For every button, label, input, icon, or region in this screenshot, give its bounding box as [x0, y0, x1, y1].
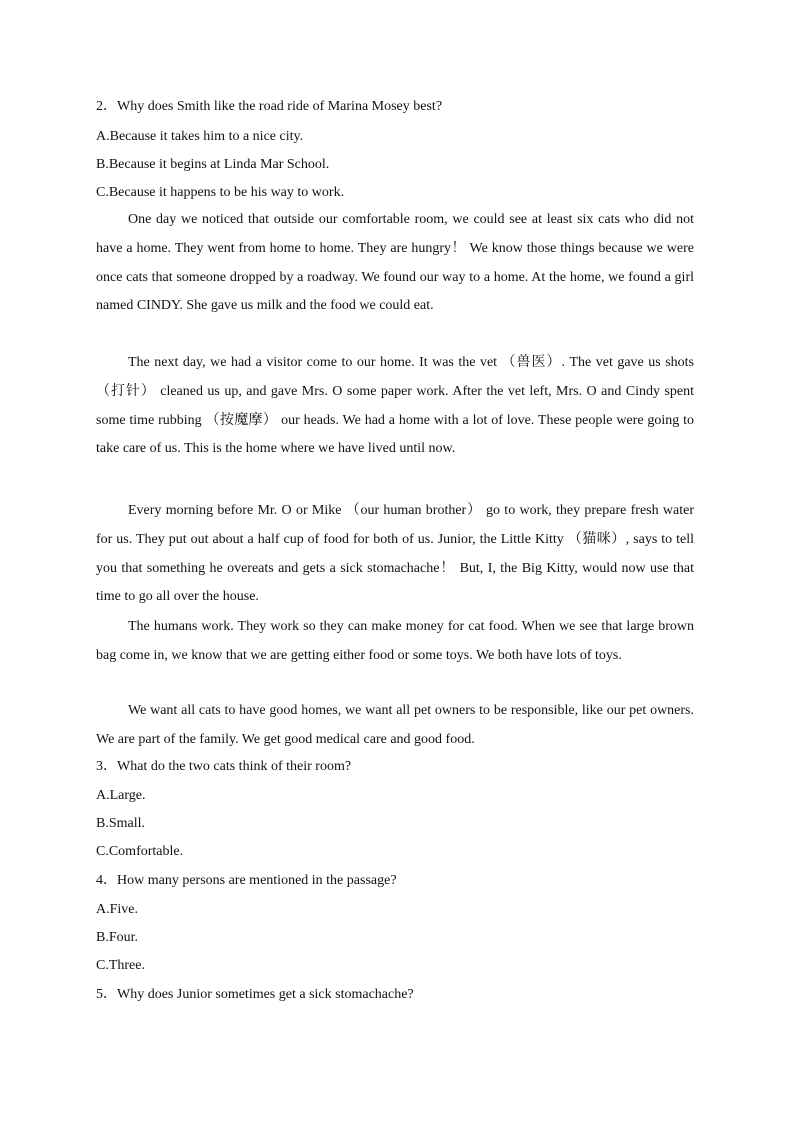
q4-option-c: C.Three.	[96, 958, 145, 973]
question-5: 5．Why does Junior sometimes get a sick stomachache?	[96, 987, 414, 1002]
q2-option-a: A.Because it takes him to a nice city.	[96, 129, 304, 144]
question-4: 4．How many persons are mentioned in the passage?	[96, 873, 397, 888]
question-2: 2．Why does Smith like the road ride of Marina Mosey best?	[96, 99, 443, 114]
q3-option-c: C.Comfortable.	[96, 844, 184, 859]
q3-option-b: B.Small.	[96, 816, 146, 831]
q4-option-b: B.Four.	[96, 930, 139, 945]
passage-paragraph-5: We want all cats to have good homes, we want all pet owners to be responsible, like our pet owners. We are part of the family. We get good medical care and good food.	[96, 703, 694, 747]
q3-option-a: A.Large.	[96, 788, 146, 803]
passage-paragraph-1: One day we noticed that outside our comfortable room, we could see at least six cats who did not have a home. They went from home to home. They are hungry！ We know those things because we were once cats that someone dropped by a roadway. We found our way to a home. At the home, we found a girl named CINDY. She gave us milk and the food we could eat.	[96, 212, 694, 314]
q2-option-c: C.Because it happens to be his way to work.	[96, 185, 345, 200]
passage-paragraph-3: Every morning before Mr. O or Mike （our human brother） go to work, they prepare fresh water for us. They put out about a half cup of food for both of us. Junior, the Little Kitty （猫咪）, says to tell you that something he overeats and gets a sick stomachache！ But, I, the Big Kitty, would now use that time to go all over the house.	[96, 503, 694, 605]
passage-paragraph-4: The humans work. They work so they can make money for cat food. When we see that large brown bag come in, we know that we are getting either food or some toys. We both have lots of toys.	[96, 619, 694, 663]
question-3: 3．What do the two cats think of their room?	[96, 759, 352, 774]
q2-option-b: B.Because it begins at Linda Mar School.	[96, 157, 330, 172]
passage-paragraph-2: The next day, we had a visitor come to our home. It was the vet （兽医）. The vet gave us shots （打针） cleaned us up, and gave Mrs. O some paper work. After the vet left, Mrs. O and Cindy spent some time rubbing （按魔摩） our heads. We had a home with a lot of love. These people were going to take care of us. This is the home where we have lived until now.	[96, 355, 694, 457]
q4-option-a: A.Five.	[96, 902, 138, 917]
